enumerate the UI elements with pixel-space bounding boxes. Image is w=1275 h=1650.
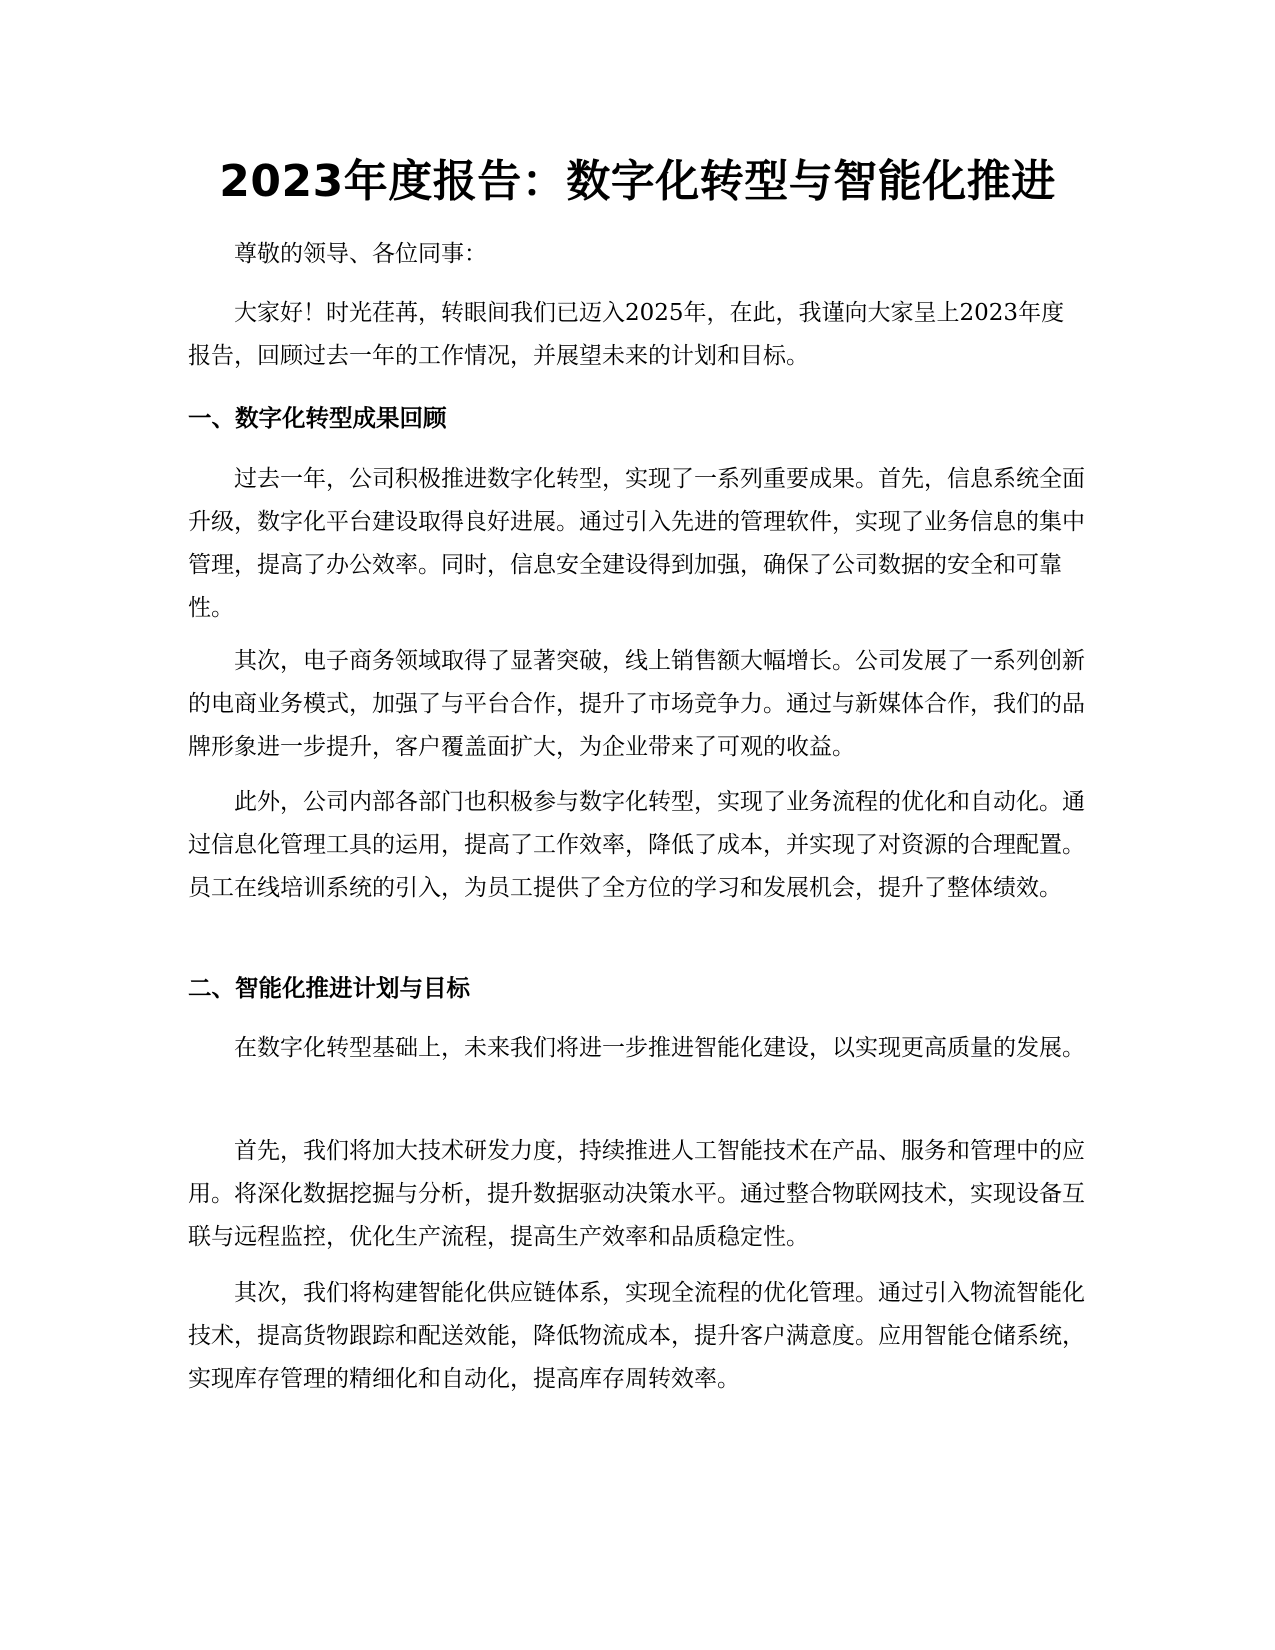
intro-paragraph: 大家好！时光荏苒，转眼间我们已迈入2025年，在此，我谨向大家呈上2023年度报告，回顾过去一年的工作情况，并展望未来的计划和目标。 <box>188 300 1065 369</box>
section-paragraph: 其次，我们将构建智能化供应链体系，实现全流程的优化管理。通过引入物流智能化技术，提高货物跟踪和配送效能，降低物流成本，提升客户满意度。应用智能仓储系统，实现库存管理的精细化和自动化，提高库存周转效率。 <box>188 1280 1085 1392</box>
section-paragraph: 首先，我们将加大技术研发力度，持续推进人工智能技术在产品、服务和管理中的应用。将深化数据挖掘与分析，提升数据驱动决策水平。通过整合物联网技术，实现设备互联与远程监控，优化生产流程，提高生产效率和品质稳定性。 <box>188 1138 1085 1250</box>
section-heading: 二、智能化推进计划与目标 <box>188 974 470 1002</box>
section-heading: 一、数字化转型成果回顾 <box>188 404 447 432</box>
greeting: 尊敬的领导、各位同事： <box>234 241 487 267</box>
section-paragraph: 其次，电子商务领域取得了显著突破，线上销售额大幅增长。公司发展了一系列创新的电商业务模式，加强了与平台合作，提升了市场竞争力。通过与新媒体合作，我们的品牌形象进一步提升，客户覆盖面扩大，为企业带来了可观的收益。 <box>188 648 1085 760</box>
section-paragraph: 在数字化转型基础上，未来我们将进一步推进智能化建设，以实现更高质量的发展。 <box>234 1035 1085 1061</box>
section-paragraph: 此外，公司内部各部门也积极参与数字化转型，实现了业务流程的优化和自动化。通过信息化管理工具的运用，提高了工作效率，降低了成本，并实现了对资源的合理配置。员工在线培训系统的引入，为员工提供了全方位的学习和发展机会，提升了整体绩效。 <box>188 789 1085 901</box>
document-title: 2023年度报告：数字化转型与智能化推进 <box>219 156 1056 207</box>
section-paragraph: 过去一年，公司积极推进数字化转型，实现了一系列重要成果。首先，信息系统全面升级，数字化平台建设取得良好进展。通过引入先进的管理软件，实现了业务信息的集中管理，提高了办公效率。同时，信息安全建设得到加强，确保了公司数据的安全和可靠性。 <box>188 466 1085 621</box>
